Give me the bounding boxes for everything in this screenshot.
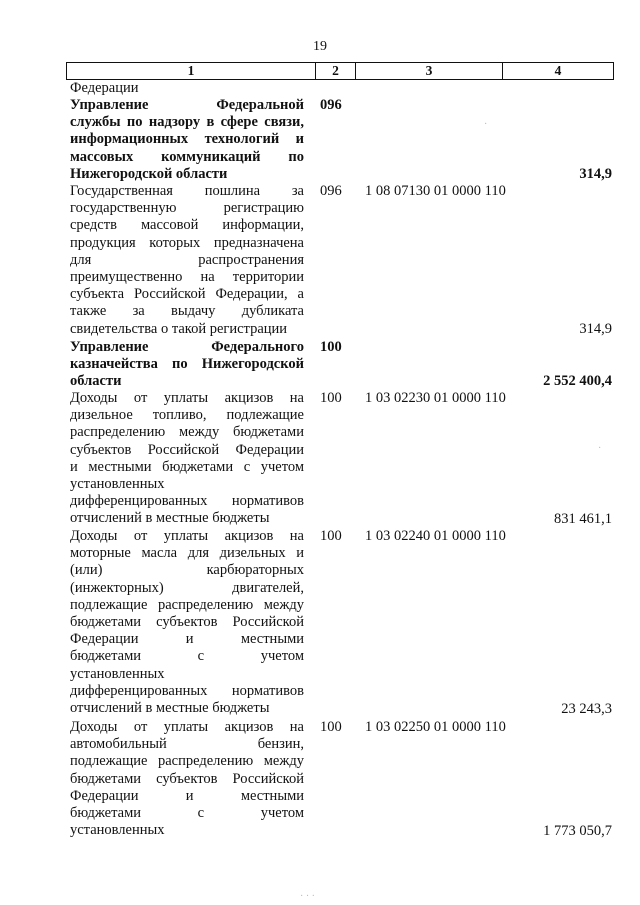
admin-code: 100 xyxy=(320,528,342,544)
agency-title-1-line: массовых коммуникаций по xyxy=(70,148,304,165)
budget-class-code: 1 03 02250 01 0000 110 xyxy=(365,719,506,735)
description-line: дифференцированных нормативов xyxy=(70,682,304,699)
description-line: бюджетами с учетом xyxy=(70,648,304,665)
revenue-row-description xyxy=(70,528,304,717)
revenue-row-description xyxy=(70,183,304,338)
description-line: распределению между бюджетами xyxy=(70,424,304,441)
description-line: также за выдачу дубликата xyxy=(70,303,304,320)
header-col-3: 3 xyxy=(356,63,503,79)
description-line: отчислений в местные бюджеты xyxy=(70,700,270,717)
description-line: установленных xyxy=(70,822,165,839)
agency-title-2-line: Управление Федерального xyxy=(70,339,304,355)
description-line: и местными бюджетами с учетом xyxy=(70,458,304,475)
agency-title-2 xyxy=(70,339,304,391)
revenue-row-description xyxy=(70,390,304,528)
agency-code-2: 100 xyxy=(320,339,342,355)
row-amount: 831 461,1 xyxy=(554,511,612,527)
description-line: для распространения xyxy=(70,251,304,268)
page-number: 19 xyxy=(313,39,327,54)
table-header xyxy=(66,62,614,80)
agency-title-2-line: области xyxy=(70,373,122,390)
scan-speck: · xyxy=(598,443,602,454)
description-line: автомобильный бензин, xyxy=(70,736,304,753)
row-amount: 1 773 050,7 xyxy=(543,823,612,839)
header-col-2: 2 xyxy=(316,63,356,79)
description-line: продукция которых предназначена xyxy=(70,234,304,251)
agency-title-1-line: службы по надзору в сфере связи, xyxy=(70,114,304,131)
admin-code: 100 xyxy=(320,719,342,735)
description-line: Государственная пошлина за xyxy=(70,183,304,199)
description-line: бюджетами субъектов Российской xyxy=(70,770,304,787)
budget-class-code: 1 08 07130 01 0000 110 xyxy=(365,183,506,199)
description-line: преимущественно на территории xyxy=(70,269,304,286)
header-col-4: 4 xyxy=(554,63,562,78)
description-line: государственную регистрацию xyxy=(70,200,304,217)
description-line: подлежащие распределению между xyxy=(70,596,304,613)
admin-code: 096 xyxy=(320,183,342,199)
description-line: бюджетами с учетом xyxy=(70,805,304,822)
description-line: моторные масла для дизельных и xyxy=(70,545,304,562)
revenue-row-description xyxy=(70,719,304,839)
description-line: (или) карбюраторных xyxy=(70,562,304,579)
agency-title-1-line: Управление Федеральной xyxy=(70,97,304,113)
agency-title-2-line: казначейства по Нижегородской xyxy=(70,356,304,373)
description-line: средств массовой информации, xyxy=(70,217,304,234)
header-col-1: 1 xyxy=(67,63,316,79)
admin-code: 100 xyxy=(320,390,342,406)
agency-title-1-line: информационных технологий и xyxy=(70,131,304,148)
description-line: Доходы от уплаты акцизов на xyxy=(70,528,304,544)
description-line: свидетельства о такой регистрации xyxy=(70,320,288,337)
continuation-text xyxy=(70,80,304,97)
description-line: субъектов Российской Федерации xyxy=(70,441,304,458)
row-amount: 314,9 xyxy=(579,321,612,337)
agency-total-1: 314,9 xyxy=(579,166,612,182)
agency-title-1 xyxy=(70,97,304,183)
description-line: (инжекторных) двигателей, xyxy=(70,579,304,596)
description-line: субъекта Российской Федерации, а xyxy=(70,286,304,303)
description-line: дифференцированных нормативов xyxy=(70,493,304,510)
description-line: установленных xyxy=(70,476,165,493)
description-line: Федерации и местными xyxy=(70,631,304,648)
agency-total-2: 2 552 400,4 xyxy=(543,373,612,389)
description-line: бюджетами субъектов Российской xyxy=(70,614,304,631)
description-line: Федерации и местными xyxy=(70,787,304,804)
agency-title-1-line: Нижегородской области xyxy=(70,165,228,182)
description-line: установленных xyxy=(70,665,165,682)
budget-class-code: 1 03 02240 01 0000 110 xyxy=(365,528,506,544)
description-line: отчислений в местные бюджеты xyxy=(70,510,270,527)
description-line: Доходы от уплаты акцизов на xyxy=(70,719,304,735)
scan-speck: · · · xyxy=(300,891,315,902)
budget-class-code: 1 03 02230 01 0000 110 xyxy=(365,390,506,406)
description-line: подлежащие распределению между xyxy=(70,753,304,770)
scan-speck: · xyxy=(484,119,488,130)
description-line: Доходы от уплаты акцизов на xyxy=(70,390,304,406)
description-line: дизельное топливо, подлежащие xyxy=(70,407,304,424)
row-amount: 23 243,3 xyxy=(561,701,612,717)
agency-code-1: 096 xyxy=(320,97,342,113)
continuation-line: Федерации xyxy=(70,80,139,96)
